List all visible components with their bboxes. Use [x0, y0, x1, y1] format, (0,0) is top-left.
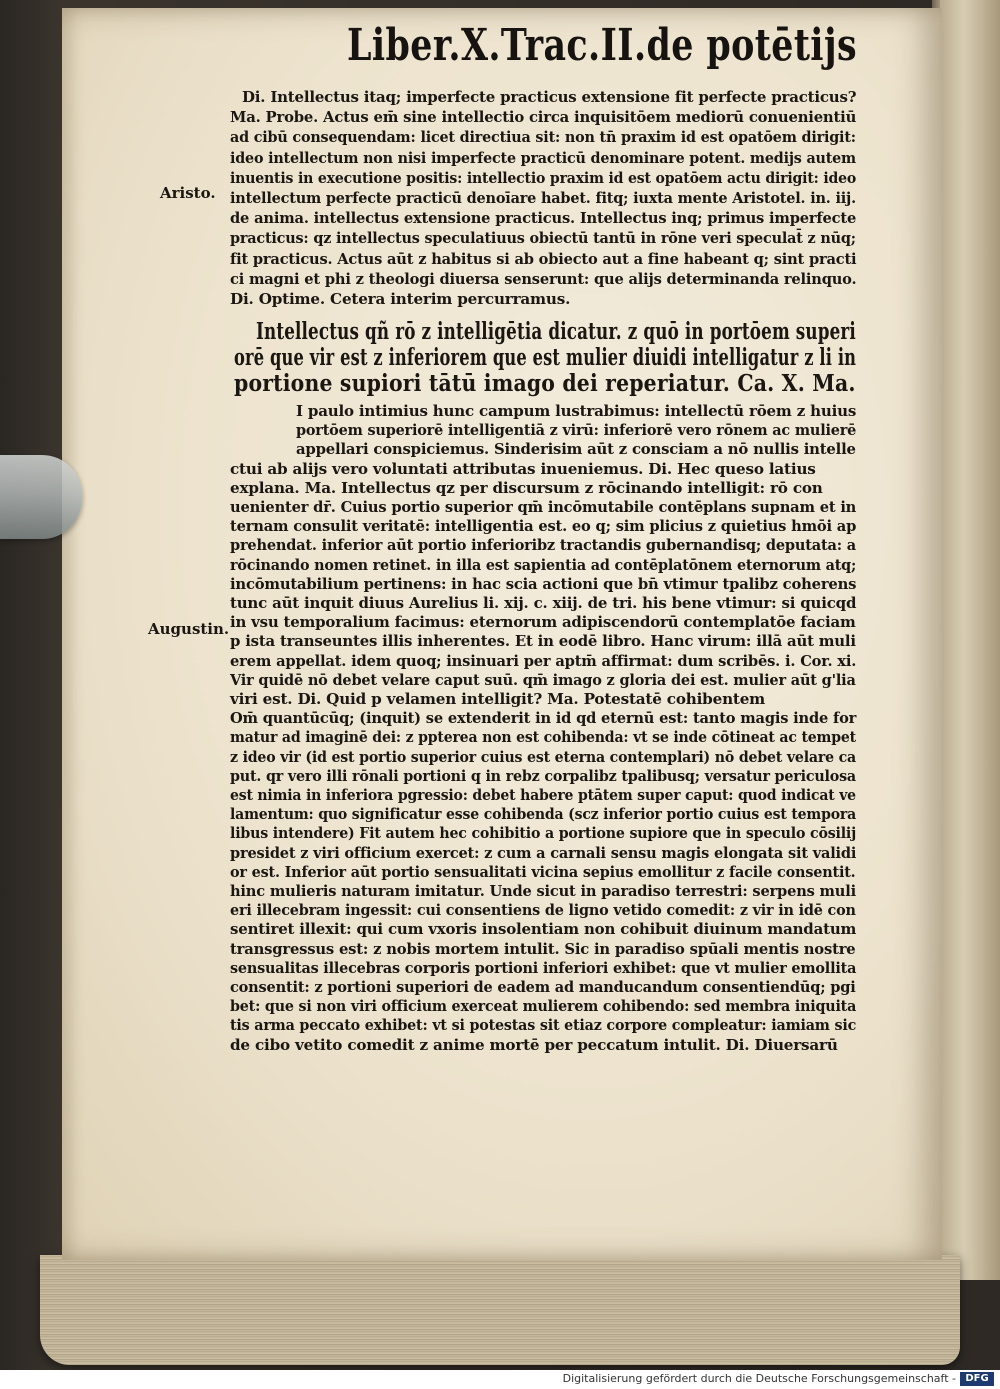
block2-line: de cibo vetito comedit z anime mortē per peccatum intulit. Di. Diuersarū	[230, 1035, 838, 1054]
block2-line: I paulo intimius hunc campum lustrabimus: intellectū rōem z huius	[296, 402, 857, 420]
block2-line: ternam consulit veritatē: intelligentia est. eo q; sim plicius z quietius hmōi ap	[230, 517, 857, 536]
block2-line: est nimia in inferiora pgressio: debet habere ptātem super caput: quod indicat ve	[230, 786, 856, 804]
block1-line: ci magni et phi z theologi diuersa senserunt: que alijs determinanda relinquo.	[230, 269, 857, 288]
heading-line: Intellectus qñ rō z intelligētia dicatur. z quō in portōem superi	[256, 318, 856, 345]
block2-line: matur ad imaginē dei: z ppterea non est cohibenda: vt se inde cōtineat ac tempet	[230, 728, 856, 747]
margin-note-augustine: Augustin.	[148, 620, 230, 638]
block2-line: rōcinando nomen retinet. in illa est sapientia ad contēplatōnem eternorum atq;	[230, 555, 857, 574]
block2-line: transgressus est: z nobis mortem intulit. Sic in paradiso spūali mentis nostre	[230, 939, 856, 958]
page-clamp	[0, 455, 82, 539]
block2-line: or est. Inferior aūt portio sensualitati vicina sepius emollitur z facile consentit.	[230, 862, 856, 881]
block2-line: Om̄ quantūcūq; (inquit) se extenderit in id qd eternū est: tanto magis inde for	[230, 709, 857, 728]
dfg-logo: DFG	[960, 1372, 994, 1386]
block1-line: ideo intellectum non nisi imperfecte practicū denominare potent. medijs autem	[230, 148, 856, 167]
footer-credit: Digitalisierung gefördert durch die Deutsche Forschungsgemeinschaft -	[562, 1372, 956, 1385]
chapter-heading	[230, 318, 856, 408]
block2-line: incōmutabilium pertinens: in hac scia actioni que bn̄ vtimur tpalibz coherens	[230, 574, 857, 593]
block2-line: bet: que si non viri officium exerceat mulierem cohibendo: sed membra iniquita	[230, 997, 857, 1016]
block2-line: hinc mulieris naturam imitatur. Unde sicut in paradiso terrestri: serpens muli	[230, 882, 856, 900]
block2-line: Vir quidē nō debet velare caput suū. qm̄ imago z gloria dei est. mulier aūt g'lia	[230, 670, 856, 689]
block1-line: de anima. intellectus extensione practicus. Intellectus inq; primus imperfecte	[230, 209, 857, 228]
block2-line: erem appellat. idem quoq; insinuari per aptm̄ affirmat: dum scribēs. i. Cor. xi.	[230, 651, 857, 670]
block2-line: presidet z viri officium exercet: z cum a carnali sensu magis elongata sit validi	[230, 843, 857, 862]
footer-bar	[0, 1370, 1000, 1389]
block1-line: intellectum perfecte practicū denoīare habet. fitq; iuxta mente Aristotel. in. iij.	[230, 189, 856, 207]
block2-line: in vsu temporalium facimus: eternorum adipiscendorū contemplatōe faciam	[230, 613, 856, 632]
margin-note-aristotle: Aristo.	[160, 184, 216, 202]
block2-line: put. qr vero illi rōnali portioni q in rebz corpalibz tpalibusq; versatur periculosa	[230, 766, 856, 785]
page-block-edges	[40, 1255, 960, 1365]
block1-line: practicus: qz intellectus speculatiuus obiectū tantū in rōne veri speculat̄ z nūq;	[230, 229, 856, 248]
block2-line: prehendat. inferior aūt portio inferioribz tractandis gubernandisq; deputata: a	[230, 536, 856, 555]
text-block-chapter	[230, 402, 856, 1082]
heading-line: orē que vir est z inferiorem que est mulier diuidi intelligatur z li in	[234, 344, 857, 371]
block1-line: Di. Optime. Cetera interim percurramus.	[230, 290, 571, 308]
block2-line: libus intendere) Fit autem hec cohibitio a portione supiore que in speculo cōsilij	[230, 824, 857, 843]
text-block-dialogue	[230, 88, 856, 310]
block2-line: p ista transeuntes illis inherentes. Et in eodē libro. Hanc virum: illā aūt muli	[230, 632, 856, 651]
block1-line: ad cibū consequendam: licet directiua sit: non tn̄ praxim id est opatōem dirigit:	[230, 128, 856, 147]
block2-line: z ideo vir (id est portio superior cuius est eterna contemplari) nō debet velare ca	[230, 747, 857, 766]
block2-line: sensualitas illecebras corporis portioni inferiori exhibet: que vt mulier emollita	[230, 958, 857, 977]
heading-line: portione supiori tātū imago dei reperiatur. Ca. X. Ma.	[234, 370, 856, 397]
block2-line: ctui ab alijs vero voluntati attributas inueniemus. Di. Hec queso latius	[230, 459, 816, 478]
block2-line: appellari conspiciemus. Sinderisim aūt z consciam a nō nullis intelle	[296, 440, 856, 459]
block2-line: portōem superiorē intelligentiā z virū: inferiorē vero rōnem ac mulierē	[296, 421, 857, 440]
block2-line: consentit: z portioni superiori de eadem ad manducandum consentiendūq; pgi	[230, 978, 856, 996]
block1-line: Di. Intellectus itaq; imperfecte practicus extensione fit perfecte practicus?	[242, 88, 857, 106]
running-header: Liber.X.Trac.II.de potētijs	[347, 20, 857, 71]
block2-line: uenienter dr̄. Cuius portio superior qm̄ incōmutabile contēplans supnam et in	[230, 498, 857, 516]
block2-line: viri est. Di. Quid p velamen intelligit? Ma. Potestatē cohibentem	[230, 690, 766, 708]
block2-line: tunc aūt inquit diuus Aurelius li. xij. c. xiij. de tri. his bene vtimur: si quicqd	[230, 594, 857, 612]
block1-line: inuentis in executione positis: intellectio praxim id est opatōem actu dirigit: ideo	[230, 168, 857, 187]
block2-line: tis arma peccato exhibet: vt si potestas sit etiaz corpore compleatur: iamiam sic	[230, 1016, 857, 1035]
block2-line: lamentum: quo significatur esse cohibenda (scz inferior portio cuius est tempora	[230, 805, 857, 824]
block2-line: sentiret illexit: qui cum vxoris insolentiam non cohibuit diuinum mandatum	[230, 920, 857, 939]
block2-line: explana. Ma. Intellectus qz per discursum z rōcinando intelligit: rō con	[230, 478, 823, 497]
block1-line: fit practicus. Actus aūt z habitus si ab obiecto aut a fine habeant q; sint practi	[230, 249, 857, 268]
right-page	[940, 0, 1000, 1280]
block2-line: eri illecebram ingessit: cui consentiens de ligno vetido comedit: z vir in idē con	[230, 901, 856, 920]
block1-line: Ma. Probe. Actus em̄ sine intellectio circa inquisitōem mediorū conuenientiū	[230, 108, 857, 127]
